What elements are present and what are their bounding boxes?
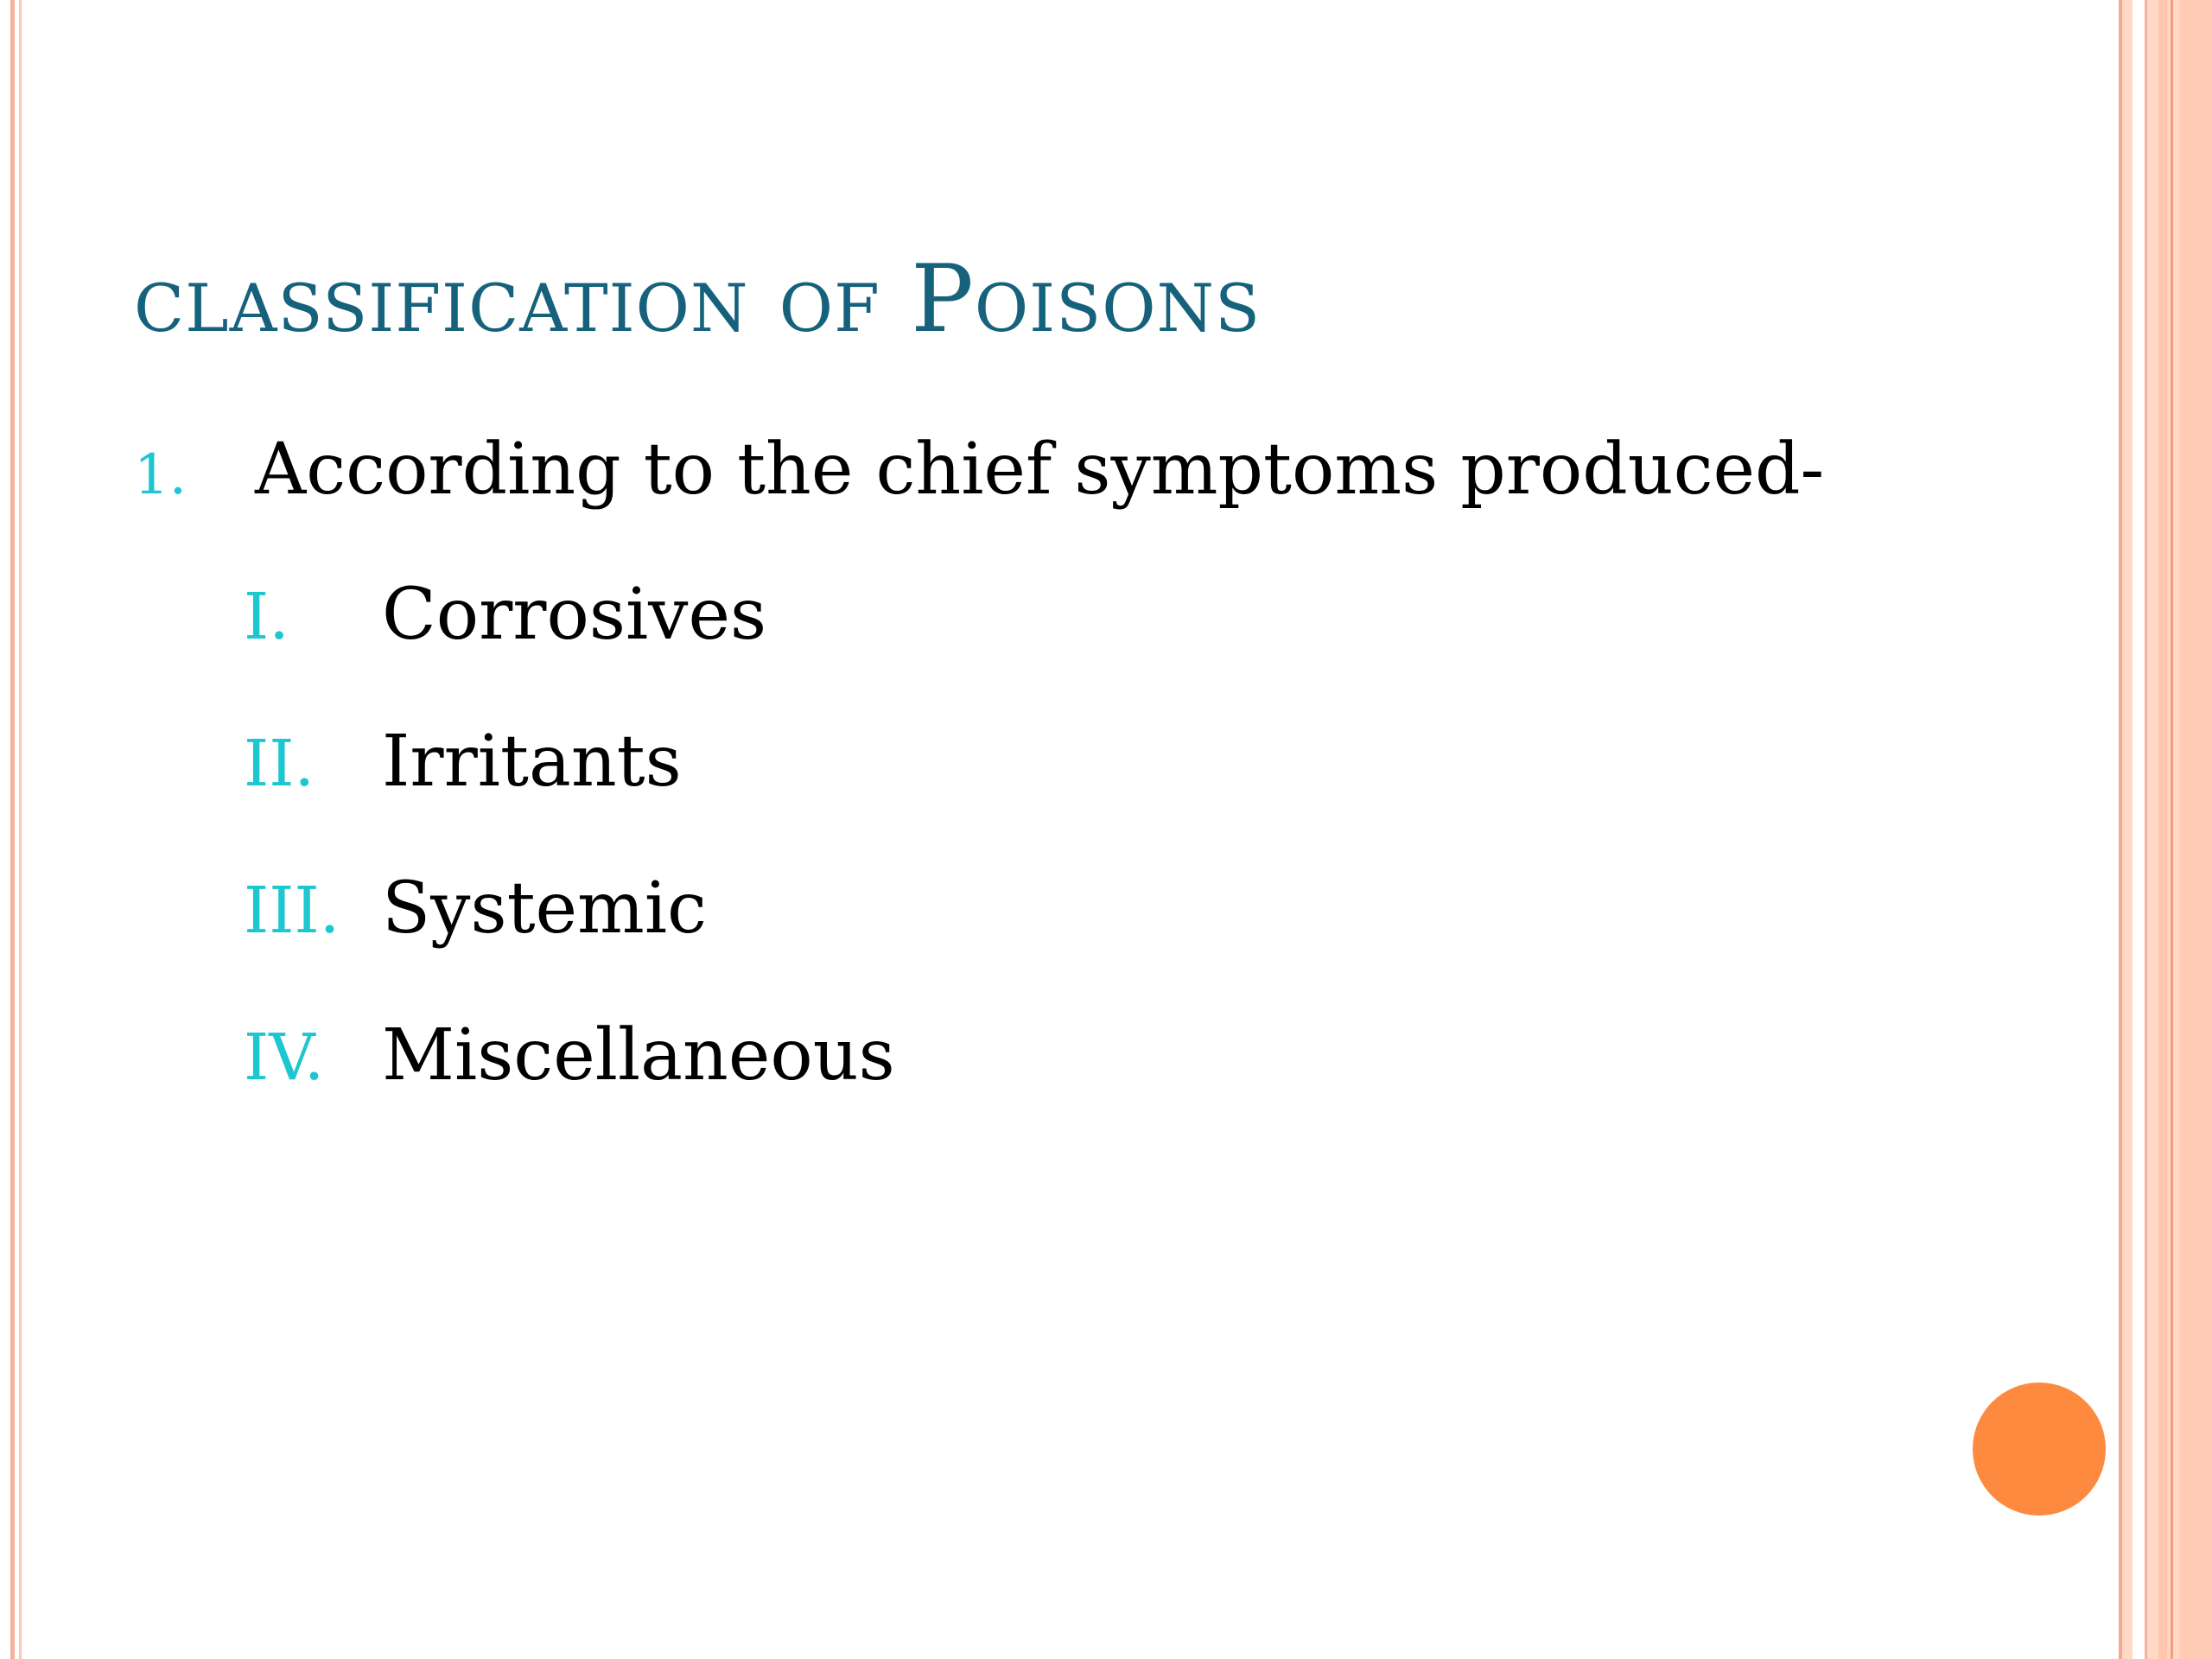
right-band-gap bbox=[2133, 0, 2145, 1659]
sub-list-item-text: Miscellaneous bbox=[382, 1014, 895, 1097]
right-stripe bbox=[2158, 0, 2167, 1659]
right-stripe-wide bbox=[2179, 0, 2212, 1659]
left-border-line-inner bbox=[19, 0, 22, 1659]
accent-dot bbox=[1973, 1382, 2106, 1516]
roman-numeral: IV. bbox=[244, 1020, 325, 1096]
list-number: 1. bbox=[134, 443, 188, 507]
sub-list-item-text: Corrosives bbox=[382, 574, 767, 657]
left-border-line bbox=[10, 0, 15, 1659]
slide-content bbox=[134, 428, 1824, 1160]
sub-list-item-text: Irritants bbox=[382, 721, 682, 804]
list-item-level-1 bbox=[134, 428, 1824, 512]
roman-numeral: II. bbox=[244, 727, 315, 802]
right-border-line bbox=[2119, 0, 2122, 1659]
sub-list-item-text: Systemic bbox=[382, 868, 707, 950]
right-stripe-thin bbox=[2171, 0, 2173, 1659]
slide-title: classification of Poisons bbox=[134, 245, 1262, 353]
sub-list-item bbox=[244, 720, 1824, 867]
roman-numeral: III. bbox=[244, 874, 340, 949]
sub-list-item bbox=[244, 573, 1824, 720]
right-border-line-inner bbox=[2145, 0, 2147, 1659]
roman-numeral: I. bbox=[244, 580, 289, 655]
sub-list bbox=[244, 573, 1824, 1160]
list-item-text: According to the chief symptoms produced- bbox=[255, 429, 1825, 511]
sub-list-item bbox=[244, 867, 1824, 1014]
sub-list-item bbox=[244, 1014, 1824, 1160]
